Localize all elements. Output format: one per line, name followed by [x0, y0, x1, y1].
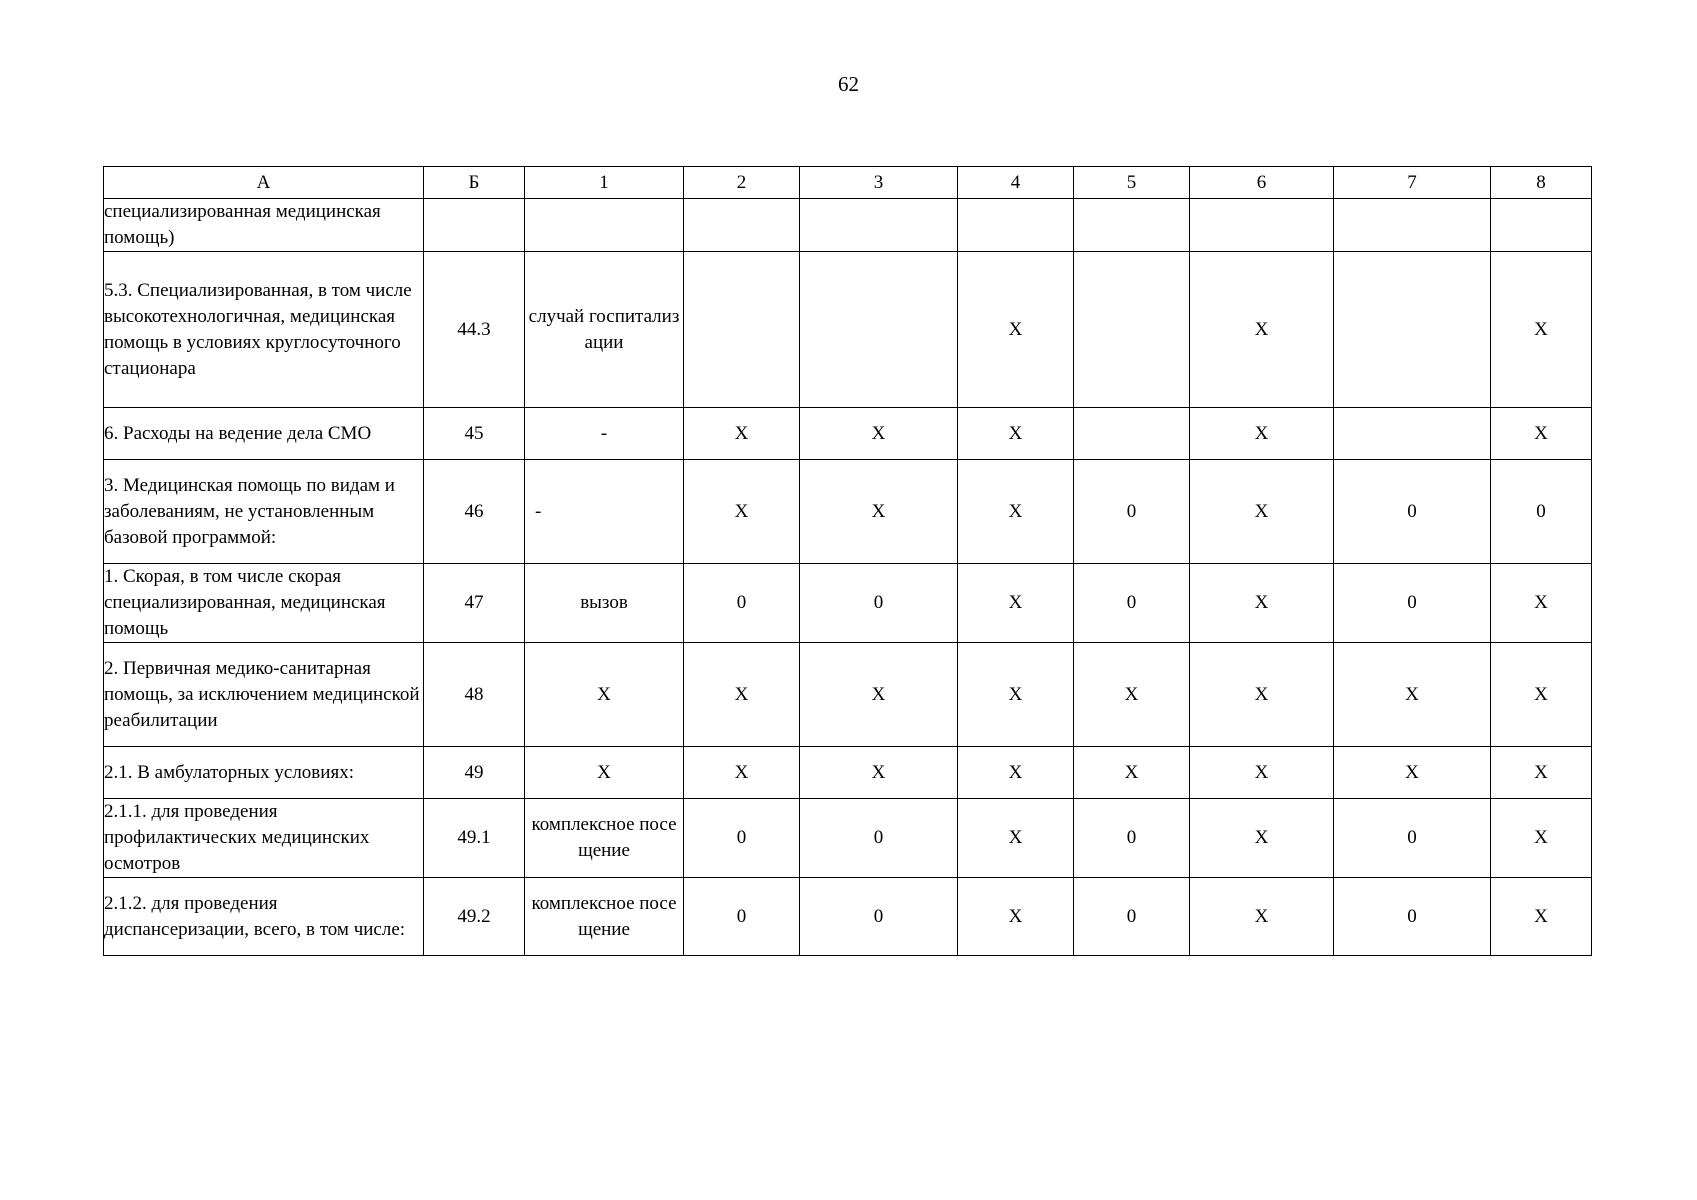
- row-code: 45: [424, 408, 525, 460]
- cell-col-6: Х: [1190, 878, 1334, 956]
- cell-col-7: 0: [1334, 878, 1491, 956]
- column-header-b: Б: [424, 167, 525, 199]
- column-header-8: 8: [1491, 167, 1592, 199]
- column-header-7: 7: [1334, 167, 1491, 199]
- table-row: [104, 460, 1592, 564]
- cell-col-6: Х: [1190, 643, 1334, 747]
- column-header-1: 1: [525, 167, 684, 199]
- table-row: [104, 799, 1592, 878]
- row-label: 6. Расходы на ведение дела СМО: [104, 408, 424, 460]
- cell-col-4: Х: [958, 564, 1074, 643]
- cell-col-7: [1334, 252, 1491, 408]
- cell-col-8: Х: [1491, 878, 1592, 956]
- row-unit: случай госпитализации: [525, 252, 684, 408]
- row-code: 48: [424, 643, 525, 747]
- page-number: 62: [838, 72, 859, 96]
- row-unit: -: [525, 460, 684, 564]
- cell-col-7: [1334, 199, 1491, 252]
- cell-col-2: [684, 199, 800, 252]
- cell-col-2: Х: [684, 643, 800, 747]
- row-code: [424, 199, 525, 252]
- cell-col-5: 0: [1074, 878, 1190, 956]
- cell-col-4: Х: [958, 460, 1074, 564]
- column-header-5: 5: [1074, 167, 1190, 199]
- cell-col-2: Х: [684, 747, 800, 799]
- cell-col-2: 0: [684, 564, 800, 643]
- row-label: 1. Скорая, в том числе скорая специализированная, медицинская помощь: [104, 564, 424, 643]
- column-header-4: 4: [958, 167, 1074, 199]
- cell-col-7: 0: [1334, 564, 1491, 643]
- row-code: 49.1: [424, 799, 525, 878]
- cell-col-5: Х: [1074, 643, 1190, 747]
- table-row: [104, 878, 1592, 956]
- cell-col-3: Х: [800, 408, 958, 460]
- cell-col-4: Х: [958, 408, 1074, 460]
- cell-col-6: Х: [1190, 799, 1334, 878]
- cell-col-4: [958, 199, 1074, 252]
- row-unit: комплексное посещение: [525, 799, 684, 878]
- table-row: [104, 747, 1592, 799]
- cell-col-4: Х: [958, 643, 1074, 747]
- cell-col-4: Х: [958, 878, 1074, 956]
- cell-col-3: 0: [800, 878, 958, 956]
- row-label: 3. Медицинская помощь по видам и заболеваниям, не установленным базовой программой:: [104, 460, 424, 564]
- row-unit: комплексное посещение: [525, 878, 684, 956]
- cell-col-5: Х: [1074, 747, 1190, 799]
- cell-col-2: Х: [684, 460, 800, 564]
- row-code: 49: [424, 747, 525, 799]
- cell-col-7: Х: [1334, 643, 1491, 747]
- table-row: [104, 564, 1592, 643]
- cell-col-3: Х: [800, 643, 958, 747]
- cell-col-2: Х: [684, 408, 800, 460]
- cell-col-6: Х: [1190, 408, 1334, 460]
- cell-col-8: [1491, 199, 1592, 252]
- row-label: 2. Первичная медико-санитарная помощь, за исключением медицинской реабилитации: [104, 643, 424, 747]
- cell-col-2: [684, 252, 800, 408]
- cell-col-3: 0: [800, 564, 958, 643]
- cell-col-6: Х: [1190, 747, 1334, 799]
- column-header-6: 6: [1190, 167, 1334, 199]
- cell-col-7: Х: [1334, 747, 1491, 799]
- data-table: [103, 166, 1592, 956]
- column-header-a: А: [104, 167, 424, 199]
- cell-col-4: Х: [958, 252, 1074, 408]
- row-unit: [525, 199, 684, 252]
- row-label: 2.1.2. для проведения диспансеризации, всего, в том числе:: [104, 878, 424, 956]
- row-unit: Х: [525, 643, 684, 747]
- cell-col-4: Х: [958, 799, 1074, 878]
- row-code: 47: [424, 564, 525, 643]
- cell-col-3: Х: [800, 747, 958, 799]
- row-unit: вызов: [525, 564, 684, 643]
- header-row: [104, 167, 1592, 199]
- cell-col-5: 0: [1074, 564, 1190, 643]
- table-row: [104, 643, 1592, 747]
- cell-col-5: [1074, 408, 1190, 460]
- row-code: 44.3: [424, 252, 525, 408]
- cell-col-8: 0: [1491, 460, 1592, 564]
- cell-col-5: 0: [1074, 799, 1190, 878]
- row-code: 46: [424, 460, 525, 564]
- cell-col-8: Х: [1491, 408, 1592, 460]
- row-label: 5.3. Специализированная, в том числе высокотехнологичная, медицинская помощь в условиях круглосуточного стационара: [104, 252, 424, 408]
- cell-col-5: 0: [1074, 460, 1190, 564]
- cell-col-3: [800, 252, 958, 408]
- table-row: [104, 252, 1592, 408]
- column-header-2: 2: [684, 167, 800, 199]
- cell-col-2: 0: [684, 799, 800, 878]
- cell-col-8: Х: [1491, 252, 1592, 408]
- cell-col-3: Х: [800, 460, 958, 564]
- row-label: 2.1. В амбулаторных условиях:: [104, 747, 424, 799]
- cell-col-7: 0: [1334, 460, 1491, 564]
- row-unit: -: [525, 408, 684, 460]
- row-code: 49.2: [424, 878, 525, 956]
- cell-col-7: 0: [1334, 799, 1491, 878]
- table-row: [104, 408, 1592, 460]
- row-label: 2.1.1. для проведения профилактических медицинских осмотров: [104, 799, 424, 878]
- cell-col-4: Х: [958, 747, 1074, 799]
- cell-col-5: [1074, 199, 1190, 252]
- cell-col-8: Х: [1491, 643, 1592, 747]
- cell-col-6: Х: [1190, 460, 1334, 564]
- cell-col-6: Х: [1190, 252, 1334, 408]
- cell-col-3: 0: [800, 799, 958, 878]
- cell-col-3: [800, 199, 958, 252]
- row-unit: Х: [525, 747, 684, 799]
- cell-col-8: Х: [1491, 799, 1592, 878]
- cell-col-8: Х: [1491, 564, 1592, 643]
- cell-col-2: 0: [684, 878, 800, 956]
- column-header-3: 3: [800, 167, 958, 199]
- cell-col-8: Х: [1491, 747, 1592, 799]
- table-row: [104, 199, 1592, 252]
- cell-col-6: Х: [1190, 564, 1334, 643]
- row-label: специализированная медицинская помощь): [104, 199, 424, 252]
- cell-col-5: [1074, 252, 1190, 408]
- cell-col-6: [1190, 199, 1334, 252]
- cell-col-7: [1334, 408, 1491, 460]
